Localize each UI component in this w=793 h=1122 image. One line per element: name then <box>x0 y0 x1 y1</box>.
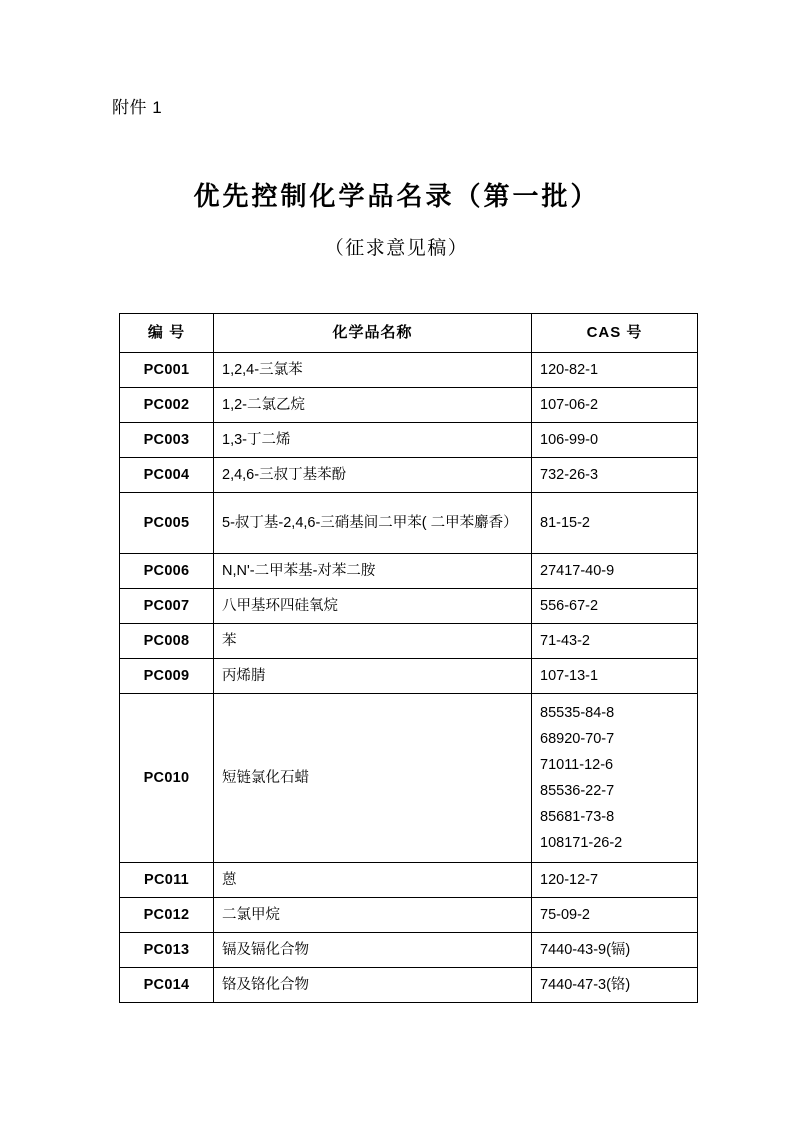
cell-cas: 106-99-0 <box>532 423 698 458</box>
table-header-row <box>120 314 698 353</box>
cell-code: PC013 <box>120 933 214 968</box>
table-row <box>120 554 698 589</box>
cell-name: 蒽 <box>214 863 532 898</box>
table-body <box>120 353 698 1003</box>
cell-name: 镉及镉化合物 <box>214 933 532 968</box>
cell-code: PC004 <box>120 458 214 493</box>
cas-number: 71011-12-6 <box>540 757 614 773</box>
cell-code: PC006 <box>120 554 214 589</box>
cell-name: 1,2,4-三氯苯 <box>214 353 532 388</box>
table-row <box>120 898 698 933</box>
column-header-code: 编 号 <box>120 314 214 353</box>
cell-name: 5-叔丁基-2,4,6-三硝基间二甲苯( 二甲苯麝香） <box>214 493 532 554</box>
table-row <box>120 423 698 458</box>
table-row <box>120 388 698 423</box>
table-row <box>120 968 698 1003</box>
table-row <box>120 353 698 388</box>
table-row <box>120 694 698 863</box>
cell-code: PC012 <box>120 898 214 933</box>
cell-name: 1,3-丁二烯 <box>214 423 532 458</box>
column-header-name: 化学品名称 <box>214 314 532 353</box>
cas-number: 85681-73-8 <box>540 809 615 825</box>
cell-cas: 732-26-3 <box>532 458 698 493</box>
cell-cas: 107-13-1 <box>532 659 698 694</box>
priority-chemicals-table <box>119 313 698 1003</box>
cell-name: 丙烯腈 <box>214 659 532 694</box>
cell-name: 苯 <box>214 624 532 659</box>
table-row <box>120 863 698 898</box>
cell-cas: 7440-43-9(镉) <box>532 933 698 968</box>
cell-cas: 81-15-2 <box>532 493 698 554</box>
cell-name: 二氯甲烷 <box>214 898 532 933</box>
cell-name: 2,4,6-三叔丁基苯酚 <box>214 458 532 493</box>
cell-name: N,N'-二甲苯基-对苯二胺 <box>214 554 532 589</box>
cell-cas: 71-43-2 <box>532 624 698 659</box>
page-title: 优先控制化学品名录（第一批） <box>193 181 600 211</box>
table-row <box>120 589 698 624</box>
cell-code: PC014 <box>120 968 214 1003</box>
cell-name: 铬及铬化合物 <box>214 968 532 1003</box>
column-header-cas: CAS 号 <box>532 314 698 353</box>
attachment-label: 附件 1 <box>112 98 163 117</box>
table-row <box>120 624 698 659</box>
cell-cas: 120-82-1 <box>532 353 698 388</box>
cell-cas: 107-06-2 <box>532 388 698 423</box>
cell-cas: 27417-40-9 <box>532 554 698 589</box>
cell-code: PC002 <box>120 388 214 423</box>
table-row <box>120 458 698 493</box>
cas-number: 85536-22-7 <box>540 783 615 799</box>
table-row <box>120 493 698 554</box>
cell-cas: 75-09-2 <box>532 898 698 933</box>
cell-name: 1,2-二氯乙烷 <box>214 388 532 423</box>
cell-cas-list <box>532 694 698 863</box>
cell-cas: 7440-47-3(铬) <box>532 968 698 1003</box>
cell-code: PC009 <box>120 659 214 694</box>
cas-number: 85535-84-8 <box>540 705 615 721</box>
cell-code: PC010 <box>120 694 214 863</box>
cell-code: PC005 <box>120 493 214 554</box>
table-row <box>120 659 698 694</box>
cas-number: 68920-70-7 <box>540 731 615 747</box>
cell-code: PC008 <box>120 624 214 659</box>
cell-code: PC003 <box>120 423 214 458</box>
cell-cas: 120-12-7 <box>532 863 698 898</box>
table-row <box>120 933 698 968</box>
cell-code: PC001 <box>120 353 214 388</box>
cell-name: 短链氯化石蜡 <box>214 694 532 863</box>
cell-cas: 556-67-2 <box>532 589 698 624</box>
cell-code: PC007 <box>120 589 214 624</box>
cell-code: PC011 <box>120 863 214 898</box>
cell-name: 八甲基环四硅氧烷 <box>214 589 532 624</box>
page-subtitle: （征求意见稿） <box>324 238 469 259</box>
cas-number: 108171-26-2 <box>540 835 623 851</box>
